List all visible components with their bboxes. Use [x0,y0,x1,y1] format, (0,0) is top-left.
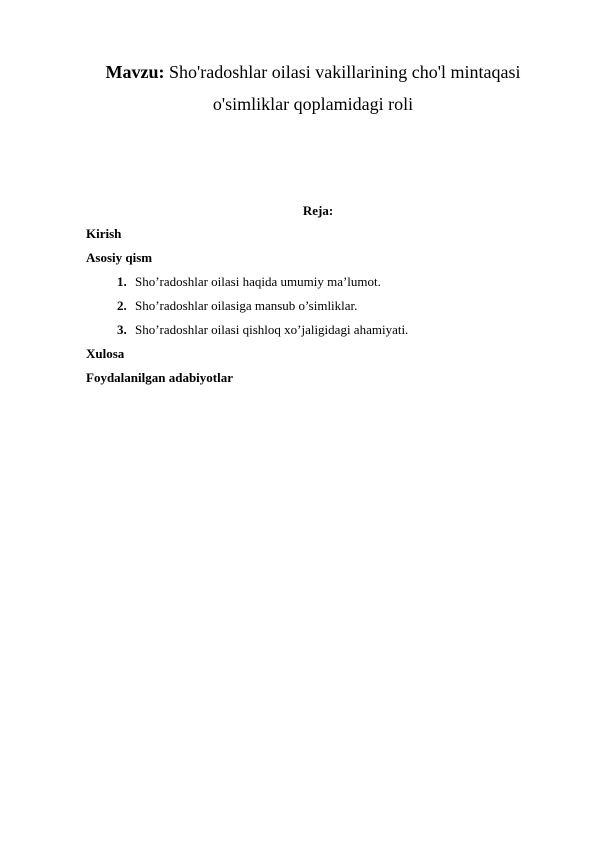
plan-item-text: Sho’radoshlar oilasiga mansub o’simliklar. [135,298,358,313]
topic-line-2: o'simliklar qoplamidagi roli [212,94,414,114]
section-intro: Kirish [86,226,122,241]
topic-label: Mavzu: [105,62,165,82]
topic-line-1 [60,56,566,88]
topic-title [60,56,566,120]
topic-text-1: Sho'radoshlar oilasi vakillarining cho'l mintaqasi [169,62,521,82]
plan-item-number: 3. [117,322,127,337]
plan-item-text: Sho’radoshlar oilasi haqida umumiy ma’lumot. [135,274,381,289]
plan-item-2 [117,298,357,314]
plan-item-3 [117,322,408,338]
plan-item-text: Sho’radoshlar oilasi qishloq xo’jaligidagi ahamiyati. [135,322,409,337]
plan-item-1 [117,274,381,290]
plan-item-number: 1. [117,274,127,289]
plan-heading: Reja: [302,203,334,218]
section-conclusion: Xulosa [86,346,125,361]
section-references: Foydalanilgan adabiyotlar [86,370,233,385]
section-main-part: Asosiy qism [86,250,153,265]
plan-item-number: 2. [117,298,127,313]
